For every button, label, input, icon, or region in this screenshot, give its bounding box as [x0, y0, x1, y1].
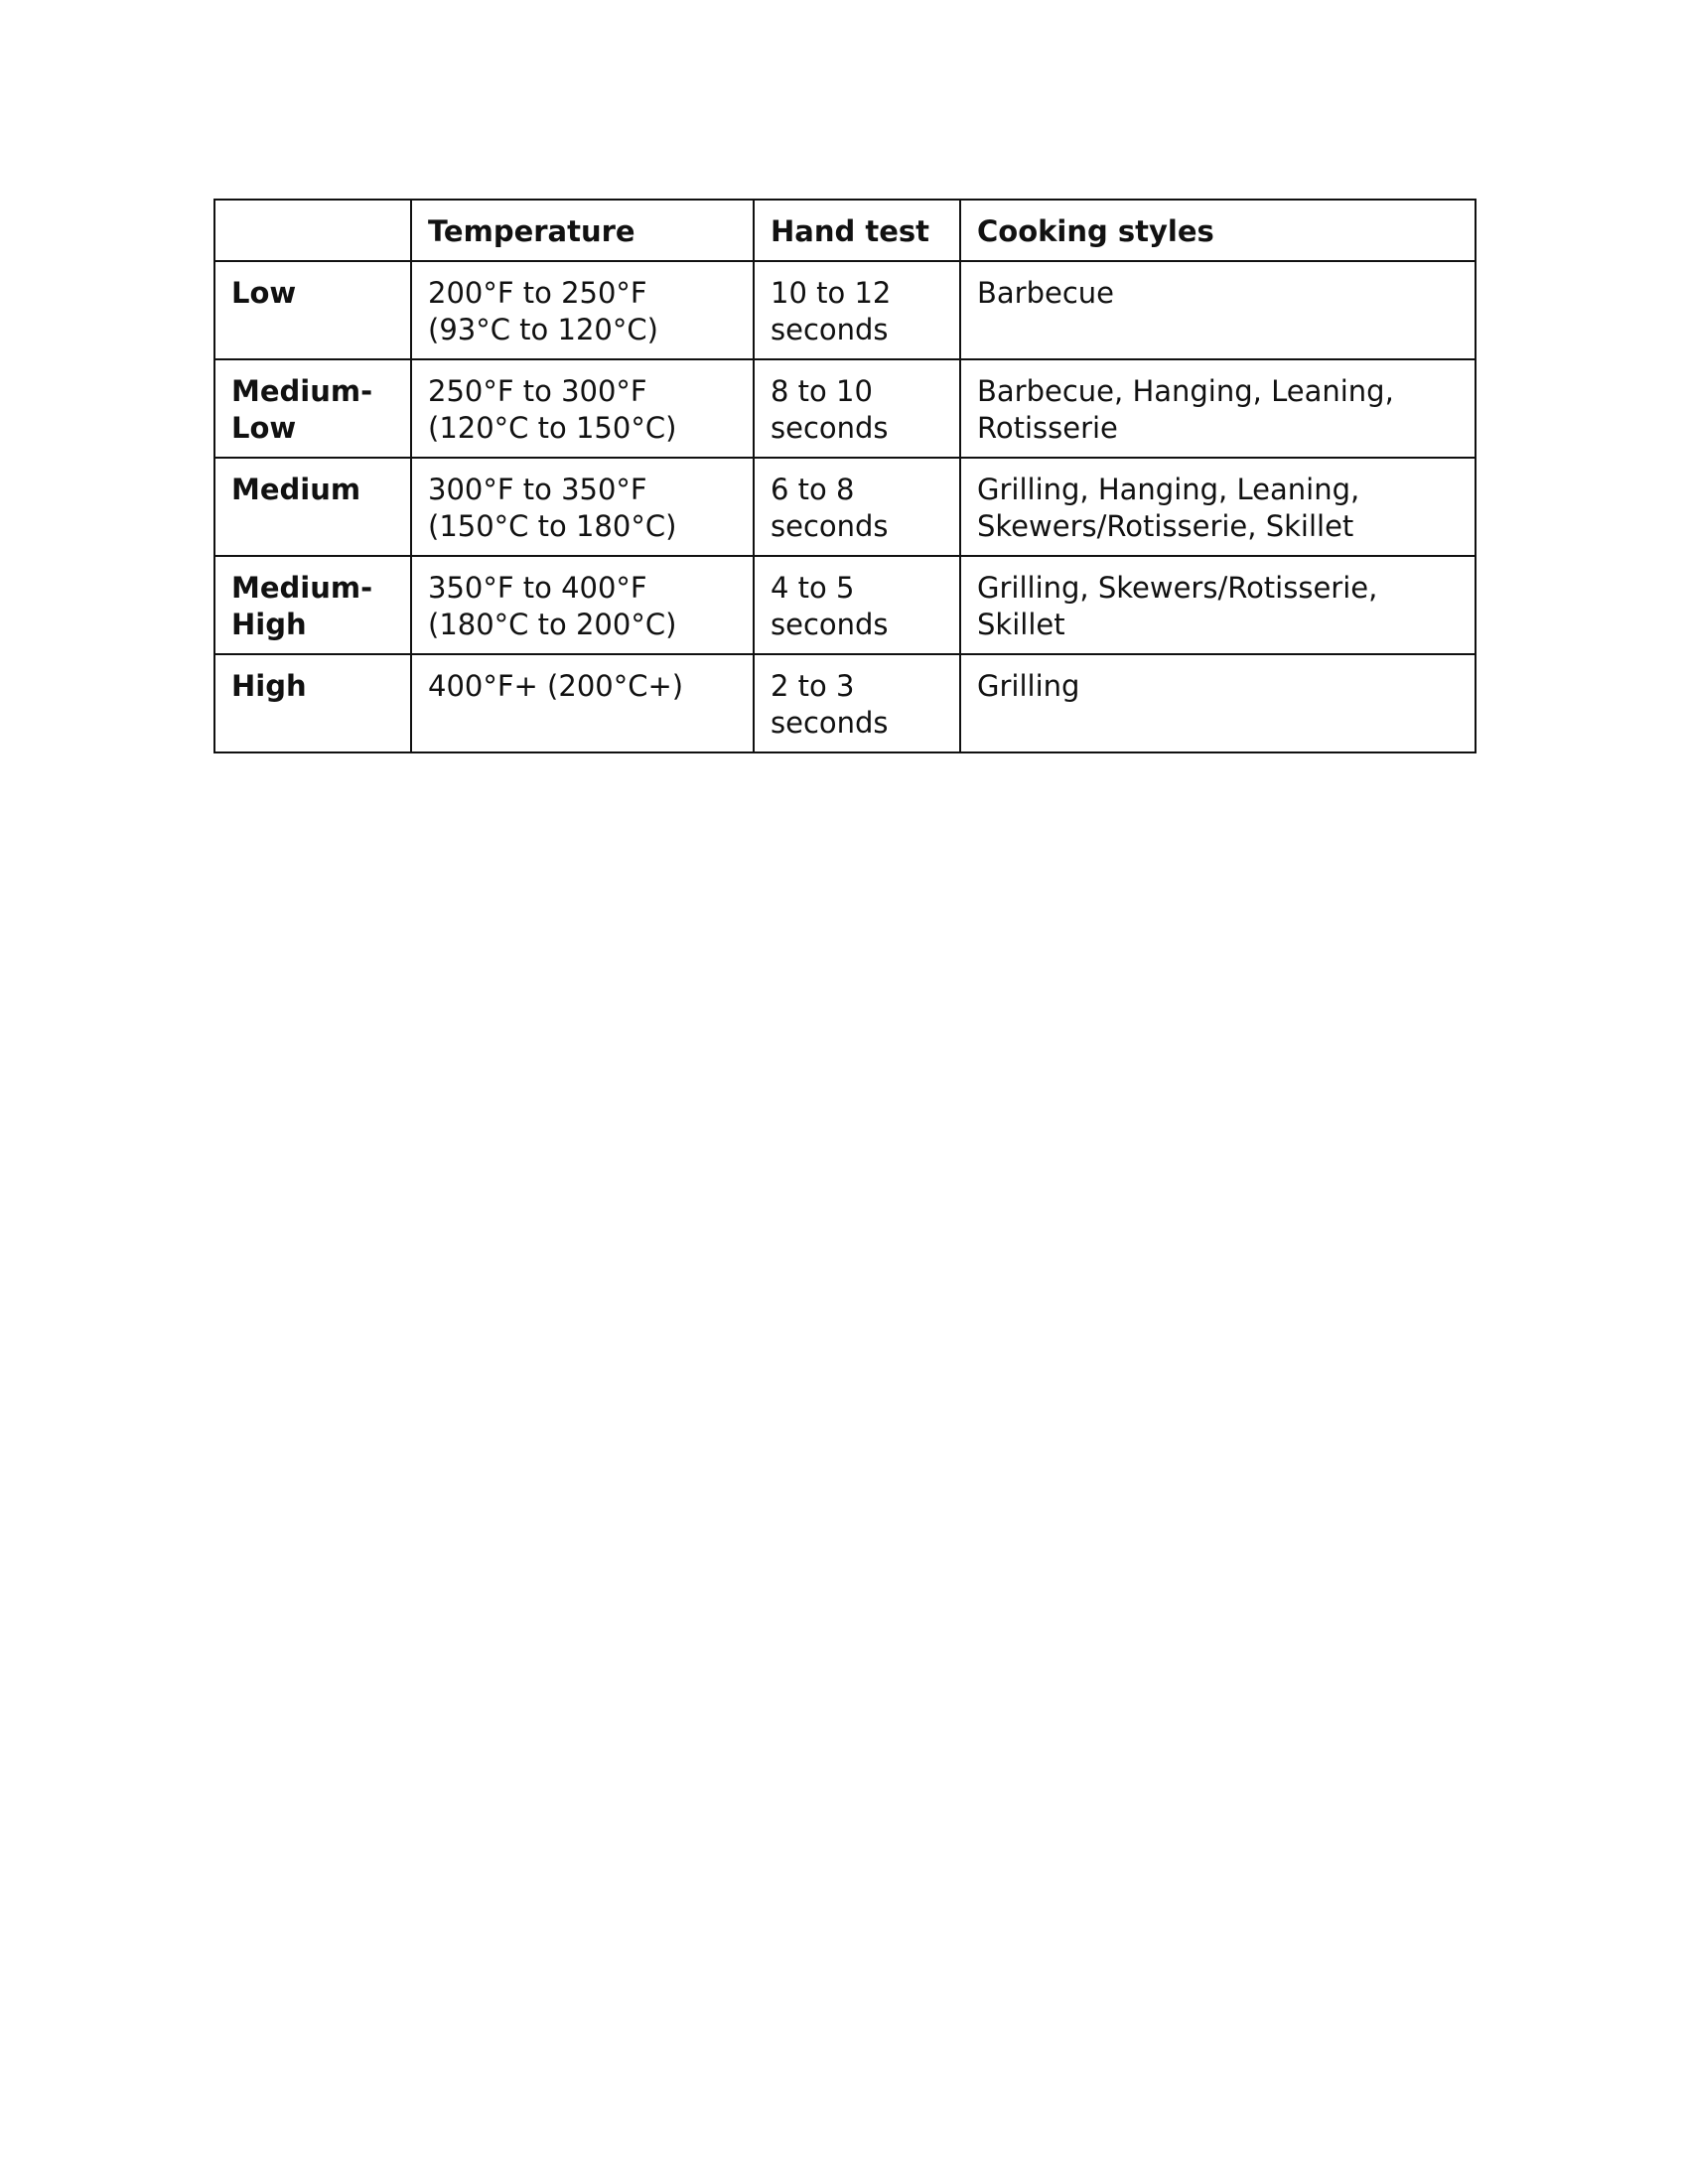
cell-cooking-styles: Grilling, Skewers/Rotisserie, Skillet: [960, 556, 1476, 654]
table-header: [214, 200, 1476, 261]
cell-temperature: 300°F to 350°F (150°C to 180°C): [411, 458, 754, 556]
cell-cooking-styles: Grilling, Hanging, Leaning, Skewers/Rotisserie, Skillet: [960, 458, 1476, 556]
cell-level: Medium: [214, 458, 411, 556]
cell-hand-test: 6 to 8 seconds: [754, 458, 960, 556]
cell-hand-test: 4 to 5 seconds: [754, 556, 960, 654]
cell-hand-test: 8 to 10 seconds: [754, 359, 960, 458]
header-row: [214, 200, 1476, 261]
cell-level: High: [214, 654, 411, 752]
cell-level: Low: [214, 261, 411, 359]
cell-level: Medium-Low: [214, 359, 411, 458]
table-row: [214, 359, 1476, 458]
cell-temperature: 350°F to 400°F (180°C to 200°C): [411, 556, 754, 654]
cell-hand-test: 2 to 3 seconds: [754, 654, 960, 752]
cell-hand-test: 10 to 12 seconds: [754, 261, 960, 359]
cell-level: Medium-High: [214, 556, 411, 654]
table-row: [214, 458, 1476, 556]
cell-cooking-styles: Barbecue: [960, 261, 1476, 359]
cell-temperature: 250°F to 300°F (120°C to 150°C): [411, 359, 754, 458]
header-level: [214, 200, 411, 261]
cell-temperature: 400°F+ (200°C+): [411, 654, 754, 752]
heat-level-table: [213, 199, 1477, 753]
table-row: [214, 556, 1476, 654]
header-cooking-styles: Cooking styles: [960, 200, 1476, 261]
cell-cooking-styles: Barbecue, Hanging, Leaning, Rotisserie: [960, 359, 1476, 458]
table-row: [214, 654, 1476, 752]
header-temperature: Temperature: [411, 200, 754, 261]
cell-temperature: 200°F to 250°F (93°C to 120°C): [411, 261, 754, 359]
table-row: [214, 261, 1476, 359]
table-body: [214, 261, 1476, 752]
cell-cooking-styles: Grilling: [960, 654, 1476, 752]
header-hand-test: Hand test: [754, 200, 960, 261]
